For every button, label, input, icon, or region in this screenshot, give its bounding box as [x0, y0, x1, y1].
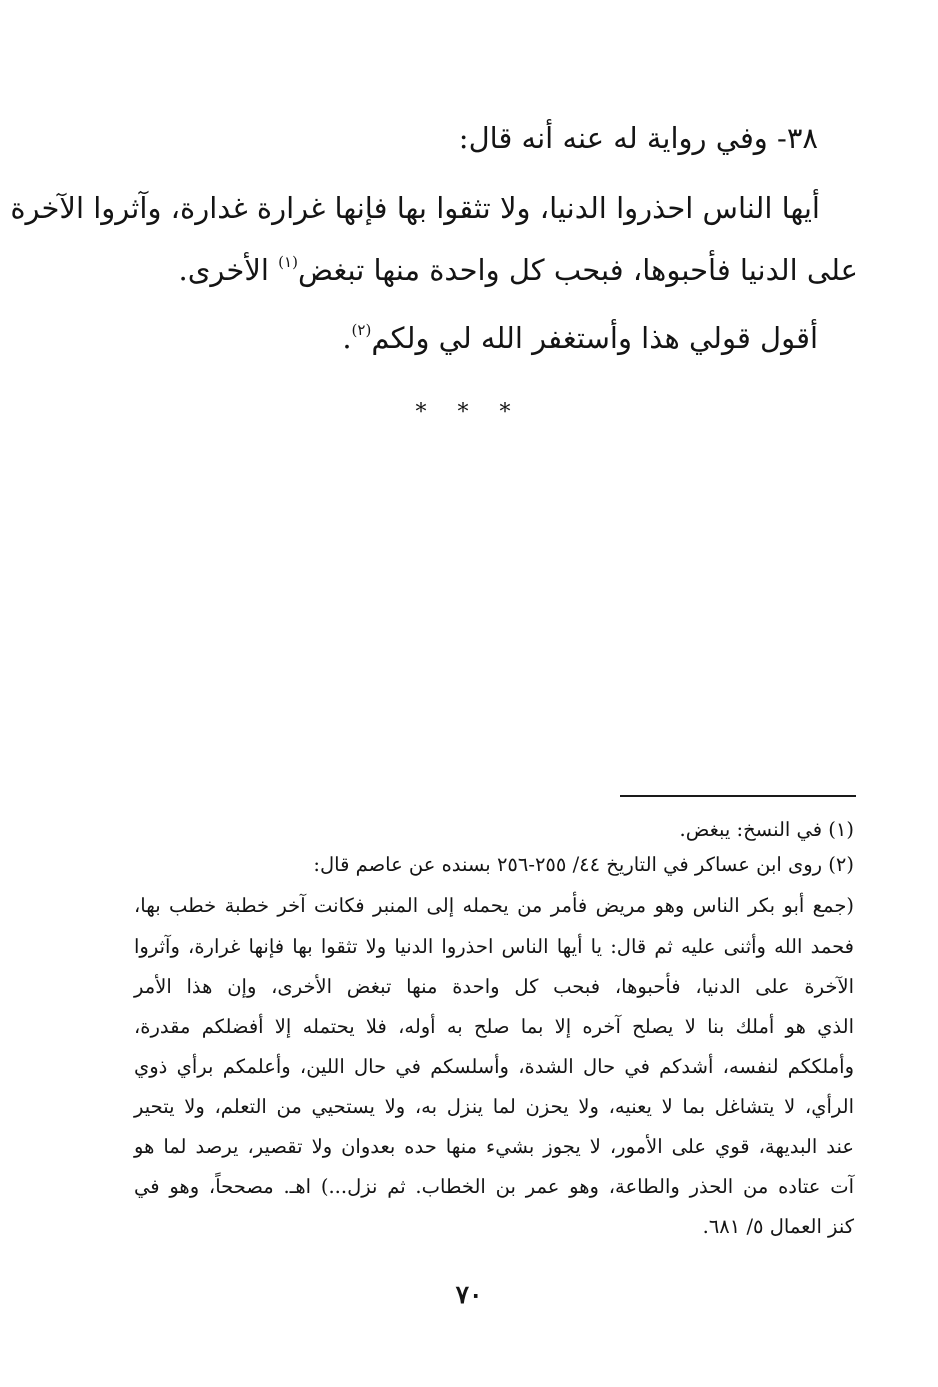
paragraph-punctuation: . [342, 321, 352, 355]
footnote-2-line: (جمع أبو بكر الناس وهو مريض فأمر من يحمله إلى المنبر فكانت آخر خطبة خطب بها، [134, 894, 854, 917]
paragraph-text: أقول قولي هذا وأستغفر الله لي ولكم [371, 321, 818, 355]
footnote-2-line: وأملككم لنفسه، أشدكم في حال الشدة، وأسلسكم في حال اللين، وأعلمكم برأي ذوي [134, 1055, 854, 1078]
paragraph-text: الأخرى. [178, 253, 279, 287]
footnote-divider [620, 795, 856, 797]
footnote-2-line: آت عتاده من الحذر والطاعة، وهو عمر بن الخطاب. ثم نزل...) اهـ. مصححاً، وهو في [134, 1175, 854, 1198]
footnote-2-line: الآخرة على الدنيا، فأحبوها، فبحب كل واحدة منها تبغض الأخرى، وإن هذا الأمر [134, 975, 854, 998]
footnote-2-line: فحمد الله وأثنى عليه ثم قال: يا أيها الناس احذروا الدنيا ولا تثقوا بها فإنها غرارة، وآثروا [134, 935, 854, 958]
footnote-2-intro: (٢) روى ابن عساكر في التاريخ ٤٤/ ٢٥٥-٢٥٦ بسنده عن عاصم قال: [313, 853, 854, 876]
footnote-2-line: كنز العمال ٥/ ٦٨١. [702, 1215, 854, 1238]
footnote-1: (١) في النسخ: يبغض. [679, 818, 854, 841]
footnote-2-line: الذي هو أملك بنا لا يصلح آخره إلا بما صلح به أوله، فلا يحتمله إلا أفضلكم مقدرة، [134, 1015, 854, 1038]
closing-line [98, 318, 818, 358]
footnote-2-line: الرأي، لا يتشاغل بما لا يعنيه، ولا يحزن لما ينزل به، ولا يستحيي من التعلم، ولا يتحير [134, 1095, 854, 1118]
section-separator: * * * [415, 400, 523, 425]
footnote-reference: (٢) [351, 321, 372, 339]
footnote-reference: (١) [278, 253, 298, 271]
footnote-2-line: عند البديهة، قوي على الأمور، لا يجوز بشيء منها حده بعدوان ولا تقصير، يرصد لما هو [134, 1135, 854, 1158]
section-heading: ٣٨- وفي رواية له عنه أنه قال: [458, 121, 818, 155]
paragraph-line: أيها الناس احذروا الدنيا، ولا تثقوا بها فإنها غرارة غدارة، وآثروا الآخرة [10, 191, 820, 225]
paragraph-text: على الدنيا فأحبوها، فبحب كل واحدة منها تبغض [297, 253, 858, 287]
paragraph-line [78, 250, 858, 290]
page-number: ٧٠ [455, 1280, 483, 1309]
